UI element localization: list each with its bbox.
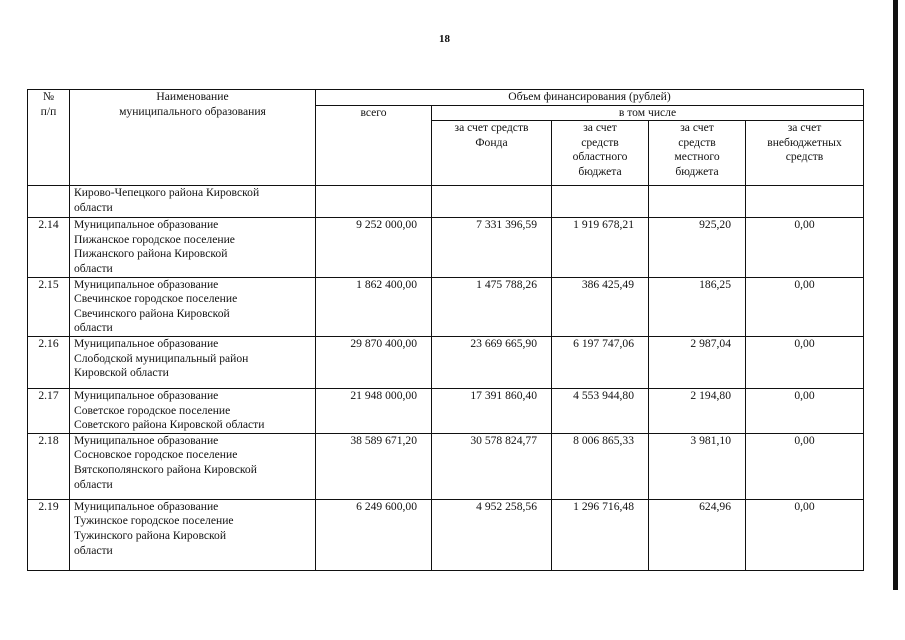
header-total: всего bbox=[316, 105, 432, 186]
total-amount: 9 252 000,00 bbox=[316, 218, 432, 277]
financing-table bbox=[27, 89, 864, 571]
extrabudget-amount: 0,00 bbox=[746, 336, 864, 388]
page-number: 18 bbox=[439, 33, 450, 45]
extrabudget-amount: 0,00 bbox=[746, 277, 864, 336]
extrabudget-amount: 0,00 bbox=[746, 499, 864, 570]
table-row bbox=[28, 277, 864, 336]
total-amount: 21 948 000,00 bbox=[316, 388, 432, 433]
row-number: 2.14 bbox=[28, 218, 70, 277]
regional-amount: 1 296 716,48 bbox=[552, 499, 649, 570]
regional-amount: 6 197 747,06 bbox=[552, 336, 649, 388]
municipality-name: Муниципальное образование Пижанское городское поселение Пижанского района Кировской области bbox=[70, 218, 316, 277]
municipality-name: Кирово-Чепецкого района Кировской области bbox=[70, 186, 316, 218]
local-amount: 624,96 bbox=[649, 499, 746, 570]
extrabudget-amount bbox=[746, 186, 864, 218]
municipality-name: Муниципальное образование Сосновское городское поселение Вятскополянского района Кировской области bbox=[70, 433, 316, 499]
table-row bbox=[28, 218, 864, 277]
header-funding: Объем финансирования (рублей) bbox=[316, 90, 864, 106]
row-number: 2.17 bbox=[28, 388, 70, 433]
row-number bbox=[28, 186, 70, 218]
header-row-1 bbox=[28, 90, 864, 106]
local-amount: 186,25 bbox=[649, 277, 746, 336]
extrabudget-amount: 0,00 bbox=[746, 433, 864, 499]
regional-amount: 1 919 678,21 bbox=[552, 218, 649, 277]
header-including: в том числе bbox=[432, 105, 864, 121]
municipality-name: Муниципальное образование Советское городское поселение Советского района Кировской области bbox=[70, 388, 316, 433]
header-name: Наименование муниципального образования bbox=[70, 90, 316, 186]
header-extrabudget: за счет внебюджетных средств bbox=[746, 121, 864, 186]
row-number: 2.19 bbox=[28, 499, 70, 570]
table-row bbox=[28, 336, 864, 388]
fund-amount: 4 952 258,56 bbox=[432, 499, 552, 570]
fund-amount: 17 391 860,40 bbox=[432, 388, 552, 433]
municipality-name: Муниципальное образование Слободской муниципальный район Кировской области bbox=[70, 336, 316, 388]
row-number: 2.16 bbox=[28, 336, 70, 388]
regional-amount: 386 425,49 bbox=[552, 277, 649, 336]
fund-amount: 23 669 665,90 bbox=[432, 336, 552, 388]
table-body bbox=[28, 90, 864, 571]
extrabudget-amount: 0,00 bbox=[746, 388, 864, 433]
regional-amount bbox=[552, 186, 649, 218]
row-number: 2.18 bbox=[28, 433, 70, 499]
total-amount: 1 862 400,00 bbox=[316, 277, 432, 336]
header-local: за счет средств местного бюджета bbox=[649, 121, 746, 186]
local-amount: 3 981,10 bbox=[649, 433, 746, 499]
table-row bbox=[28, 499, 864, 570]
fund-amount: 1 475 788,26 bbox=[432, 277, 552, 336]
total-amount bbox=[316, 186, 432, 218]
fund-amount bbox=[432, 186, 552, 218]
local-amount: 925,20 bbox=[649, 218, 746, 277]
header-number: № п/п bbox=[28, 90, 70, 186]
fund-amount: 30 578 824,77 bbox=[432, 433, 552, 499]
header-fund: за счет средств Фонда bbox=[432, 121, 552, 186]
municipality-name: Муниципальное образование Свечинское городское поселение Свечинского района Кировской области bbox=[70, 277, 316, 336]
header-regional: за счет средств областного бюджета bbox=[552, 121, 649, 186]
scan-edge-bar bbox=[893, 0, 898, 590]
table-row bbox=[28, 388, 864, 433]
regional-amount: 4 553 944,80 bbox=[552, 388, 649, 433]
total-amount: 6 249 600,00 bbox=[316, 499, 432, 570]
table-row bbox=[28, 186, 864, 218]
row-number: 2.15 bbox=[28, 277, 70, 336]
local-amount: 2 987,04 bbox=[649, 336, 746, 388]
extrabudget-amount: 0,00 bbox=[746, 218, 864, 277]
local-amount: 2 194,80 bbox=[649, 388, 746, 433]
local-amount bbox=[649, 186, 746, 218]
regional-amount: 8 006 865,33 bbox=[552, 433, 649, 499]
fund-amount: 7 331 396,59 bbox=[432, 218, 552, 277]
total-amount: 29 870 400,00 bbox=[316, 336, 432, 388]
table-row bbox=[28, 433, 864, 499]
total-amount: 38 589 671,20 bbox=[316, 433, 432, 499]
municipality-name: Муниципальное образование Тужинское городское поселение Тужинского района Кировской области bbox=[70, 499, 316, 570]
